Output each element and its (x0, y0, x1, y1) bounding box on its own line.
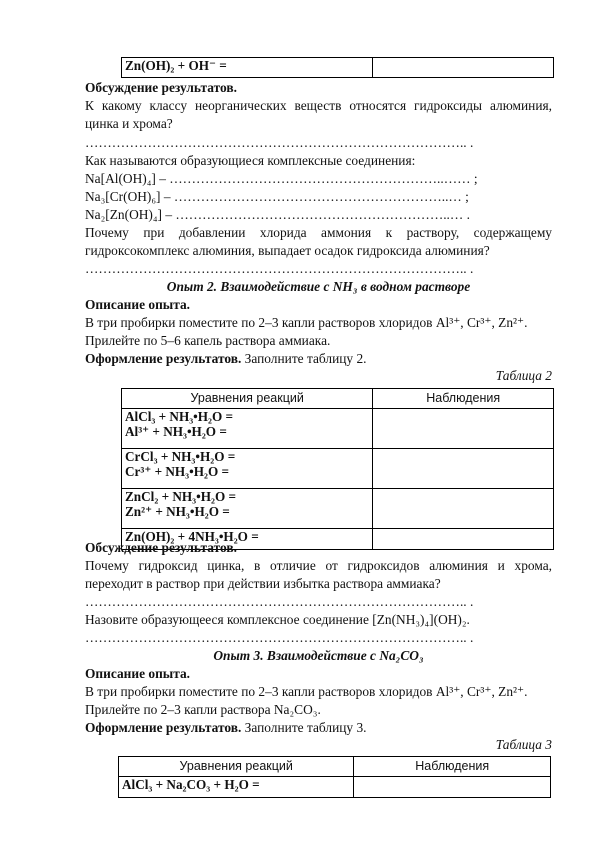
discussion-heading: Обсуждение результатов. (85, 540, 237, 555)
description-text: Прилейте по 5–6 капель раствора аммиака. (85, 333, 331, 348)
format-text: Заполните таблицу 2. (241, 351, 367, 366)
column-header: Наблюдения (373, 389, 554, 409)
equation-line: AlCl₃ + NH₃•H₂O = (125, 409, 234, 424)
equation-line: CrCl₃ + NH₃•H₂O = (125, 449, 236, 464)
observation-cell[interactable] (354, 777, 551, 798)
equation-line: Zn²⁺ + NH₃•H₂O = (125, 504, 230, 519)
equation-cell (122, 449, 373, 489)
answer-dots: ………………………………………………………………………….. . (85, 261, 474, 276)
format-instruction (85, 720, 552, 736)
description-text: В три пробирки поместите по 2–3 капли растворов хлоридов Al³⁺, Cr³⁺, Zn²⁺. (85, 315, 528, 330)
description-heading: Описание опыта. (85, 666, 191, 681)
question-text: Почему при добавлении хлорида аммония к раствору, содержащему (85, 225, 552, 240)
experiment-title: Опыт 2. Взаимодействие с NH₃ в водном растворе (166, 279, 471, 294)
question-text: Назовите образующееся комплексное соединение [Zn(NH₃)₄](OH)₂. (85, 612, 470, 627)
table-caption: Таблица 2 (495, 368, 552, 383)
table-1-fragment (121, 57, 554, 78)
table-header-row (122, 389, 554, 409)
equation-line: ZnCl₂ + NH₃•H₂O = (125, 489, 237, 504)
table-2 (121, 388, 554, 550)
question-text: Почему гидроксид цинка, в отличие от гидроксидов алюминия и хрома, (85, 558, 552, 573)
equation-cell (122, 409, 373, 449)
table-row (122, 409, 554, 449)
equation-line: AlCl₃ + Na₂CO₃ + H₂O = (122, 777, 260, 792)
format-label: Оформление результатов. (85, 351, 242, 366)
observation-cell[interactable] (373, 409, 554, 449)
complex-item: Na₃[Cr(OH)₆] – ……………………………………………………..… ; (85, 189, 469, 204)
complex-item: Na₂[Zn(OH)₄] – ……………………………………………………..… . (85, 207, 470, 222)
equation-line: Al³⁺ + NH₃•H₂O = (125, 424, 227, 439)
question-text: цинка и хрома? (85, 116, 173, 131)
column-header: Уравнения реакций (122, 389, 373, 409)
format-instruction (85, 351, 552, 367)
observation-cell[interactable] (373, 58, 554, 78)
column-header: Уравнения реакций (119, 757, 354, 777)
format-text: Заполните таблицу 3. (241, 720, 367, 735)
question-text: переходит в раствор при действии избытка раствора аммиака? (85, 576, 441, 591)
answer-dots: ………………………………………………………………………….. . (85, 630, 474, 645)
question-text: К какому классу неорганических веществ относятся гидроксиды алюминия, (85, 98, 552, 113)
table-3 (118, 756, 551, 798)
answer-dots: ………………………………………………………………………….. . (85, 594, 474, 609)
question-text: Как называются образующиеся комплексные соединения: (85, 153, 416, 168)
equation-cell: Zn(OH)₂ + OH⁻ = (122, 58, 373, 78)
equation-cell (119, 777, 354, 798)
table-row (122, 489, 554, 529)
column-header: Наблюдения (354, 757, 551, 777)
table-caption: Таблица 3 (495, 737, 552, 752)
complex-item: Na[Al(OH)₄] – ……………………………………………………..…… ; (85, 171, 478, 186)
equation-cell (122, 489, 373, 529)
question-text: гидроксокомплекс алюминия, выпадает осадок гидроксида алюминия? (85, 243, 490, 258)
table-row (122, 449, 554, 489)
observation-cell[interactable] (373, 489, 554, 529)
description-heading: Описание опыта. (85, 297, 191, 312)
table-row (122, 58, 554, 78)
description-text: Прилейте по 2–3 капли раствора Na₂CO₃. (85, 702, 321, 717)
format-label: Оформление результатов. (85, 720, 242, 735)
table-header-row (119, 757, 551, 777)
equation-line: Cr³⁺ + NH₃•H₂O = (125, 464, 230, 479)
experiment-title: Опыт 3. Взаимодействие с Na₂CO₃ (213, 648, 424, 663)
description-text: В три пробирки поместите по 2–3 капли растворов хлоридов Al³⁺, Cr³⁺, Zn²⁺. (85, 684, 528, 699)
observation-cell[interactable] (373, 449, 554, 489)
equation-line: Zn(OH)₂ + 4NH₃•H₂O = (125, 529, 259, 544)
discussion-heading: Обсуждение результатов. (85, 80, 237, 95)
answer-dots: ………………………………………………………………………….. . (85, 135, 474, 150)
table-row (119, 777, 551, 798)
